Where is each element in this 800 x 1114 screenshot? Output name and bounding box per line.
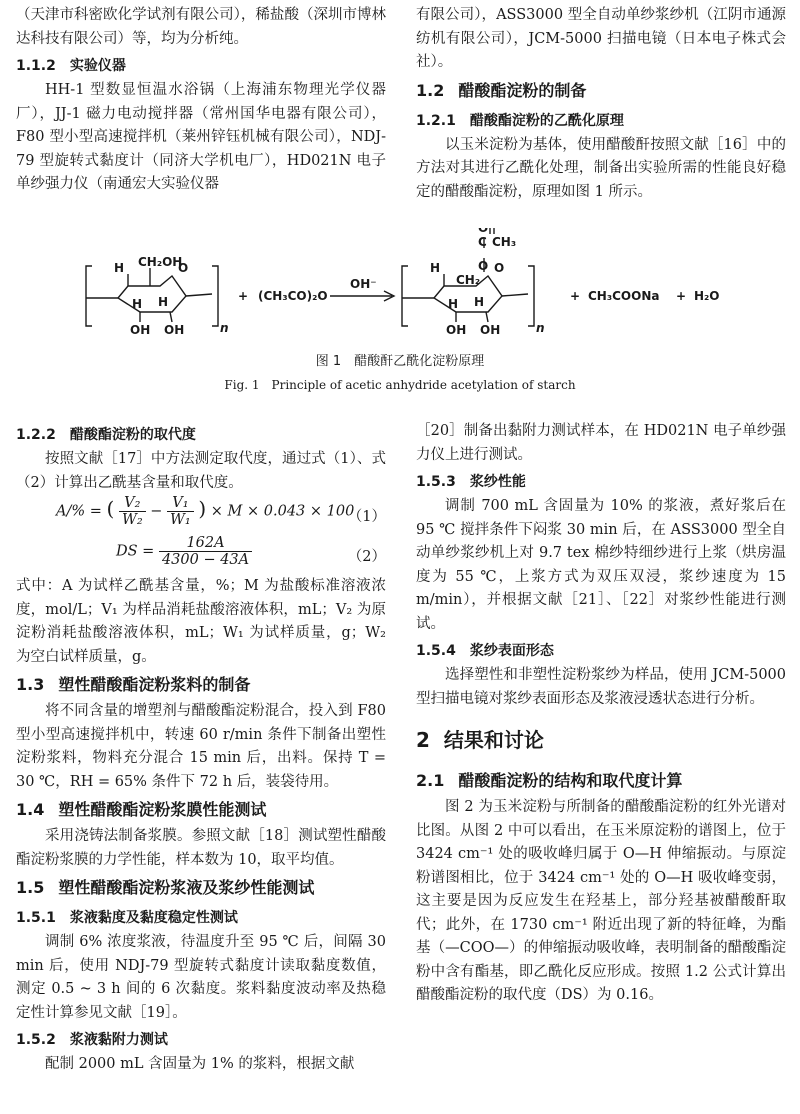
section-number: 1.2.1: [416, 112, 456, 129]
plus-sign: +: [238, 289, 249, 303]
section-title: 醋酸酯淀粉的结构和取代度计算: [458, 771, 683, 790]
section-number: 1.5.1: [16, 910, 56, 926]
numerator: V₁: [167, 495, 194, 512]
paragraph-size-preparation: 将不同含量的增塑剂与醋酸酯淀粉混合，投入到 F80 型小型高速搅拌机中，转速 60 r/min 条件下制备出塑性淀粉浆料，物料充分混合 15 min 后，出料。保持 T = 30 ℃，RH = 65% 条件下 72 h 后，装袋待用。: [16, 703, 386, 790]
section-heading-1-3: [16, 669, 386, 700]
section-number: 1.3: [16, 675, 45, 694]
product-label: H₂O: [694, 289, 720, 303]
chem-label: OH: [480, 323, 501, 337]
section-heading-1-1-2: [16, 51, 386, 79]
paragraph-ir-results: 图 2 为玉米淀粉与所制备的醋酸酯淀粉的红外光谱对比图。从图 2 中可以看出，在玉米原淀粉的谱图上，位于 3424 cm⁻¹ 处的吸收峰归属于 O—H 伸缩振动。与原淀粉谱图相比，位于 3424 cm⁻¹ 处的 O—H 吸收峰变弱，这主要是因为反应发生在羟基上，部分羟基被醋酸酐取代；此外，在 1730 cm⁻¹ 附近出现了新的特征峰，为酯基（—COO—）的伸缩振动吸收峰，表明制备的醋酸酯淀粉中含有酯基，即乙酰化反应形成。按照 1.2 公式计算出醋酸酯淀粉的取代度（DS）为 0.16。: [416, 799, 786, 1003]
equation-lhs: A/% =: [56, 503, 102, 520]
fraction: [167, 495, 194, 528]
section-heading-1-4: [16, 794, 386, 825]
left-column-top: [16, 4, 386, 197]
section-heading-1-5: [16, 872, 386, 903]
right-column-bottom: [416, 420, 786, 1008]
section-number: 2: [416, 728, 430, 752]
paragraph-instruments-end: 有限公司），ASS3000 型全自动单纱浆纱机（江阴市通源纺机有限公司），JCM-5000 扫描电镜（日本电子株式会社）。: [416, 7, 786, 70]
left-column-bottom: [16, 420, 386, 1077]
equation-1: A/% = ( $\frac{\text{V₂}}{\text{W₂}}$ − $\frac{\text{V₁}}{\text{W₁}}$ ) × M × 0.043 × 100 （1）: [56, 495, 386, 528]
section-title: 醋酸酯淀粉的乙酰化原理: [469, 112, 624, 129]
chem-label: OH: [130, 323, 151, 337]
right-column-top: [416, 4, 786, 204]
chem-label: H: [448, 297, 459, 311]
chem-label: H: [114, 261, 125, 275]
fraction: [119, 495, 146, 528]
section-heading-1-5-4: [416, 636, 786, 664]
section-heading-1-2-2: [16, 420, 386, 448]
section-title: 实验仪器: [69, 58, 126, 74]
section-title: 塑性醋酸酯淀粉浆液及浆纱性能测试: [58, 878, 315, 897]
section-heading-1-2: [416, 75, 786, 106]
figure-caption-en: Fig. 1 Principle of acetic anhydride acetylation of starch: [224, 378, 576, 392]
section-number: 1.1.2: [16, 58, 56, 74]
chem-label: O: [478, 259, 489, 273]
paragraph-instruments: HH-1 型数显恒温水浴锅（上海浦东物理光学仪器厂），JJ-1 磁力电动搅拌器（常州国华电器有限公司），F80 型小型高速搅拌机（莱州锌钰机械有限公司），NDJ-79 型旋转式黏度计（同济大学机电厂），HD021N 电子单纱强力仪（南通宏大实验仪器: [16, 82, 386, 192]
paragraph-acetylation: 以玉米淀粉为基体，使用醋酸酐按照文献［16］中的方法对其进行乙酰化处理，制备出实验所需的性能良好稳定的醋酸酯淀粉，原理如图 1 所示。: [416, 136, 786, 200]
numerator: 162A: [159, 535, 252, 552]
section-title: 塑性醋酸酯淀粉浆膜性能测试: [58, 800, 267, 819]
chem-label: OH: [446, 323, 467, 337]
equation-number: （1）: [347, 509, 386, 525]
equation-rhs: × M × 0.043 × 100: [210, 503, 355, 520]
denominator: 4300 − 43A: [161, 552, 250, 568]
section-title: 醋酸酯淀粉的制备: [458, 80, 587, 100]
chem-label: CH₂: [456, 273, 481, 287]
section-heading-1-5-2: [16, 1025, 386, 1053]
paragraph-variable-definitions: 式中：A 为试样乙酰基含量，%；M 为盐酸标准溶液浓度，mol/L；V₁ 为样品消耗盐酸溶液体积，mL；V₂ 为原淀粉消耗盐酸溶液体积，mL；W₁ 为试样质量，g；W₂ 为空白试样质量，g。: [16, 578, 386, 665]
paragraph-adhesion-start: 配制 2000 mL 含固量为 1% 的浆料，根据文献: [45, 1056, 355, 1072]
paragraph-surface-morphology: 选择塑性和非塑性淀粉浆纱为样品，使用 JCM-5000 型扫描电镜对浆纱表面形态及浆液浸透状态进行分析。: [416, 667, 786, 707]
chem-label: H: [132, 297, 143, 311]
equation-lhs: DS =: [116, 543, 155, 560]
section-number: 1.5.3: [416, 474, 456, 490]
chem-label: CH₃: [492, 235, 517, 249]
section-number: 1.4: [16, 800, 45, 819]
section-number: 2.1: [416, 771, 445, 790]
chem-label: H: [430, 261, 441, 275]
paragraph-substitution: 按照文献［17］中方法测定取代度，通过式（1）、式（2）计算出乙酰基含量和取代度。: [16, 451, 386, 491]
chem-label: OH: [164, 323, 185, 337]
figure-caption-zh: 图 1 醋酸酐乙酰化淀粉原理: [315, 354, 485, 369]
paragraph-sizing-performance: 调制 700 mL 含固量为 10% 的浆液，煮好浆后在 95 ℃ 搅拌条件下闷浆 30 min 后，在 ASS3000 型全自动单纱浆纱机上对 9.7 tex 棉纱特细纱进行上浆（烘房温度为 55 ℃，上浆方式为双压双浸，浆纱速度为 15 m/min），并根据文献［21］、［22］对浆纱性能进行测试。: [416, 498, 786, 632]
chem-label: CH₂OH: [138, 255, 183, 269]
section-title: 浆纱性能: [469, 474, 526, 490]
paragraph-film-test: 采用浇铸法制备浆膜。参照文献［18］测试塑性醋酸酯淀粉浆膜的力学性能，样本数为 10，取平均值。: [16, 828, 386, 868]
chem-label: H: [158, 295, 169, 309]
numerator: V₂: [119, 495, 146, 512]
chem-label: O: [494, 261, 505, 275]
fraction: [159, 535, 252, 568]
chem-label: n: [220, 321, 229, 335]
plus-sign: +: [570, 289, 581, 303]
chem-label: C: [478, 235, 487, 249]
chem-label: H: [474, 295, 485, 309]
reagent-label: (CH₃CO)₂O: [258, 289, 328, 303]
section-heading-2-1: [416, 765, 786, 796]
chem-label: n: [536, 321, 545, 335]
section-number: 1.5: [16, 878, 45, 897]
arrow-label: OH⁻: [350, 277, 377, 291]
equation-2: [16, 535, 386, 575]
section-heading-1-5-1: [16, 903, 386, 931]
section-number: 1.2: [416, 80, 445, 100]
section-heading-1-2-1: [416, 106, 786, 134]
plus-sign: +: [676, 289, 687, 303]
section-title: 醋酸酯淀粉的取代度: [69, 427, 196, 443]
section-title: 结果和讨论: [443, 728, 544, 752]
product-label: CH₃COONa: [588, 289, 660, 303]
chem-label: O: [178, 261, 189, 275]
section-number: 1.5.4: [416, 643, 456, 659]
paragraph-viscosity: 调制 6% 浓度浆液，待温度升至 95 ℃ 后，间隔 30 min 后，使用 NDJ-79 型旋转式黏度计读取黏度数值，测定 0.5 ~ 3 h 间的 6 次黏度。浆料黏度波动率及热稳定性计算参见文献［19］。: [16, 934, 386, 1021]
section-title: 浆液黏附力测试: [69, 1032, 168, 1048]
reaction-scheme-svg: [0, 228, 800, 338]
section-heading-2: [416, 711, 786, 765]
section-title: 浆纱表面形态: [469, 643, 554, 659]
denominator: W₂: [121, 512, 143, 528]
section-title: 浆液黏度及黏度稳定性测试: [69, 910, 238, 926]
section-title: 塑性醋酸酯淀粉浆料的制备: [58, 675, 251, 694]
paragraph-reagents-end: （天津市科密欧化学试剂有限公司），稀盐酸（深圳市博林达科技有限公司）等，均为分析纯。: [16, 7, 386, 47]
denominator: W₁: [170, 512, 191, 528]
section-number: 1.5.2: [16, 1032, 56, 1048]
equation-number: （2）: [347, 549, 386, 565]
paragraph-adhesion-end: ［20］制备出黏附力测试样本，在 HD021N 电子单纱强力仪上进行测试。: [416, 423, 786, 463]
chem-label: O: [478, 228, 489, 235]
minus-sign: −: [150, 503, 163, 520]
section-number: 1.2.2: [16, 427, 56, 443]
section-heading-1-5-3: [416, 467, 786, 495]
